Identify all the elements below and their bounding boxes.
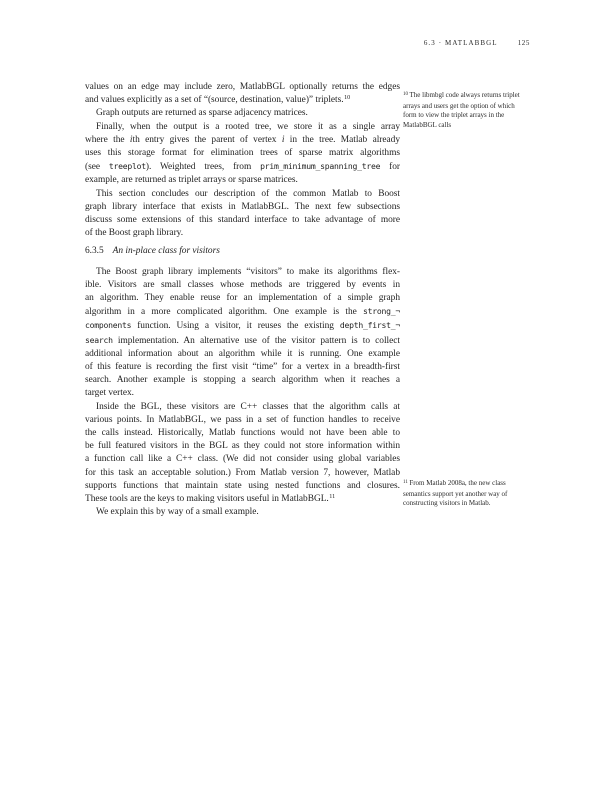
paragraph <box>85 81 400 107</box>
text-line <box>85 374 400 387</box>
text-run: This section concludes our description of the common Matlab to Boost <box>96 188 400 199</box>
text-run: values on an edge may include zero, MatlabBGL optionally returns the edges <box>85 82 400 92</box>
text-run: th entry gives the parent of vertex <box>132 134 282 145</box>
text-run: where the <box>85 134 130 145</box>
text-line <box>85 121 400 134</box>
text-line <box>85 266 400 279</box>
paragraph <box>85 188 400 241</box>
text-run: These tools are the keys to making visitors useful in MatlabBGL. <box>85 494 329 505</box>
inline-code: components <box>85 320 132 331</box>
text-run: supports functions that maintain state using nested functions and closures. <box>85 480 400 491</box>
text-line <box>85 214 400 227</box>
text-run: for <box>380 162 400 173</box>
note-line: form to view the triplet arrays in the <box>403 111 505 120</box>
text-line <box>85 401 400 414</box>
text-run: of this feature is recording the first visit “time” for a vertex in a breadth-first <box>85 362 400 373</box>
subsection-heading <box>85 245 400 258</box>
text-run: ). Weighted trees, from <box>145 162 261 173</box>
footnote-marker: 11 <box>403 479 408 485</box>
text-line <box>85 292 400 305</box>
text-run: (see <box>85 162 109 173</box>
text-run: The Boost graph library implements “visitors” to make its algorithms flex- <box>96 266 400 277</box>
text-line <box>85 188 400 201</box>
inline-code: treeplot <box>108 161 146 172</box>
text-run: algorithm in a more complicated algorithm. One example is the <box>85 307 364 318</box>
text-run: i <box>281 134 285 145</box>
note-line: $^{11}$ From Matlab 2008a, the new class <box>403 479 506 487</box>
text-run: a function call like a C++ class. (We did not consider using global variables <box>85 454 400 465</box>
note-line: $^{10}$ The libmbgl code always returns triplet <box>403 91 520 99</box>
text-run: of the Boost graph library. <box>85 228 184 239</box>
text-run: function. Using a visitor, it reuses the existing <box>131 321 340 332</box>
margin-note <box>403 91 543 131</box>
text-line <box>85 361 400 374</box>
page-number: 125 <box>517 39 530 47</box>
page-header <box>0 39 530 47</box>
note-line: MatlabBGL calls <box>403 121 452 130</box>
text-run: uses this storage format for elimination trees of sparse matrix algorithms <box>85 148 400 159</box>
text-line <box>85 227 400 240</box>
margin-note <box>403 479 543 509</box>
text-run: discuss some extensions of this standard interface to take advantage of more <box>85 215 400 226</box>
text-line <box>85 387 400 400</box>
text-run: an algorithm. They enable reuse for an implementation of a simple graph <box>85 293 400 304</box>
paragraph <box>85 121 400 188</box>
text-run: Graph outputs are returned as sparse adjacency matrices. <box>96 108 308 119</box>
footnote-marker: 10 <box>403 91 408 97</box>
text-line <box>85 506 400 519</box>
text-run: graph library interface that exists in MatlabBGL. The next few subsections <box>85 201 400 212</box>
text-line <box>85 305 400 319</box>
text-line <box>85 81 400 94</box>
text-run: search. Another example is stopping a search algorithm when it reaches a <box>85 375 400 386</box>
paragraph <box>85 401 400 507</box>
text-run: i <box>129 134 133 145</box>
note-line: arrays and users get the option of which <box>403 101 515 110</box>
text-line <box>85 107 400 120</box>
text-run: the calls instead. Historically, Matlab functions would not have been able to <box>85 428 400 439</box>
text-run: and values explicitly as a set of “(source, destination, value)” triplets. <box>85 95 344 106</box>
text-line <box>85 440 400 453</box>
running-head: 6.3 · MATLABBGL <box>423 39 498 47</box>
text-run: additional information about an algorithm while it is running. One example <box>85 348 400 359</box>
paragraph <box>85 266 400 401</box>
text-line <box>85 94 400 107</box>
text-line <box>85 147 400 160</box>
text-run: implementation. An alternative use of the visitor pattern is to collect <box>112 335 400 346</box>
text-line <box>85 453 400 466</box>
note-line: constructing visitors in Matlab. <box>403 499 491 508</box>
text-run: Inside the BGL, these visitors are C++ classes that the algorithm calls at <box>96 401 400 412</box>
inline-code: depth_first_¬ <box>339 320 400 331</box>
inline-code: search <box>85 334 113 345</box>
text-run: target vertex. <box>85 388 135 399</box>
text-line <box>85 134 400 147</box>
text-run: for this task an acceptable solution.) From Matlab version 7, however, Matlab <box>85 467 400 478</box>
text-run: Finally, when the output is a rooted tree, we store it as a single array <box>96 121 400 132</box>
text-line <box>85 334 400 348</box>
text-line <box>85 493 400 506</box>
inline-code: prim_minimum_spanning_tree <box>260 161 381 172</box>
footnote-marker: 10 <box>344 94 351 102</box>
text-run: example, are returned as triplet arrays or sparse matrices. <box>85 175 298 186</box>
inline-code: strong_¬ <box>363 306 400 317</box>
text-run: in the tree. Matlab already <box>284 134 401 145</box>
text-line <box>85 160 400 174</box>
text-run: We explain this by way of a small example. <box>96 507 259 518</box>
body-content <box>85 81 400 520</box>
text-line <box>85 319 400 333</box>
text-line <box>85 480 400 493</box>
text-line <box>85 427 400 440</box>
text-line <box>85 467 400 480</box>
footnote-marker: 11 <box>329 492 336 500</box>
text-run: various points. In MatlabBGL, we pass in a set of function handles to receive <box>85 414 400 425</box>
subsection-title: An in-place class for visitors <box>112 246 220 257</box>
text-line <box>85 174 400 187</box>
paragraph <box>85 107 400 120</box>
text-line <box>85 414 400 427</box>
paragraph <box>85 506 400 519</box>
text-run: be full featured visitors in the BGL as they could not store information within <box>85 441 400 452</box>
text-run: ible. Visitors are small classes whose methods are triggered by events in <box>85 279 400 290</box>
text-line <box>85 201 400 214</box>
text-line <box>85 279 400 292</box>
subsection-number: 6.3.5 <box>85 246 104 257</box>
note-line: semantics support yet another way of <box>403 489 508 498</box>
text-line <box>85 348 400 361</box>
